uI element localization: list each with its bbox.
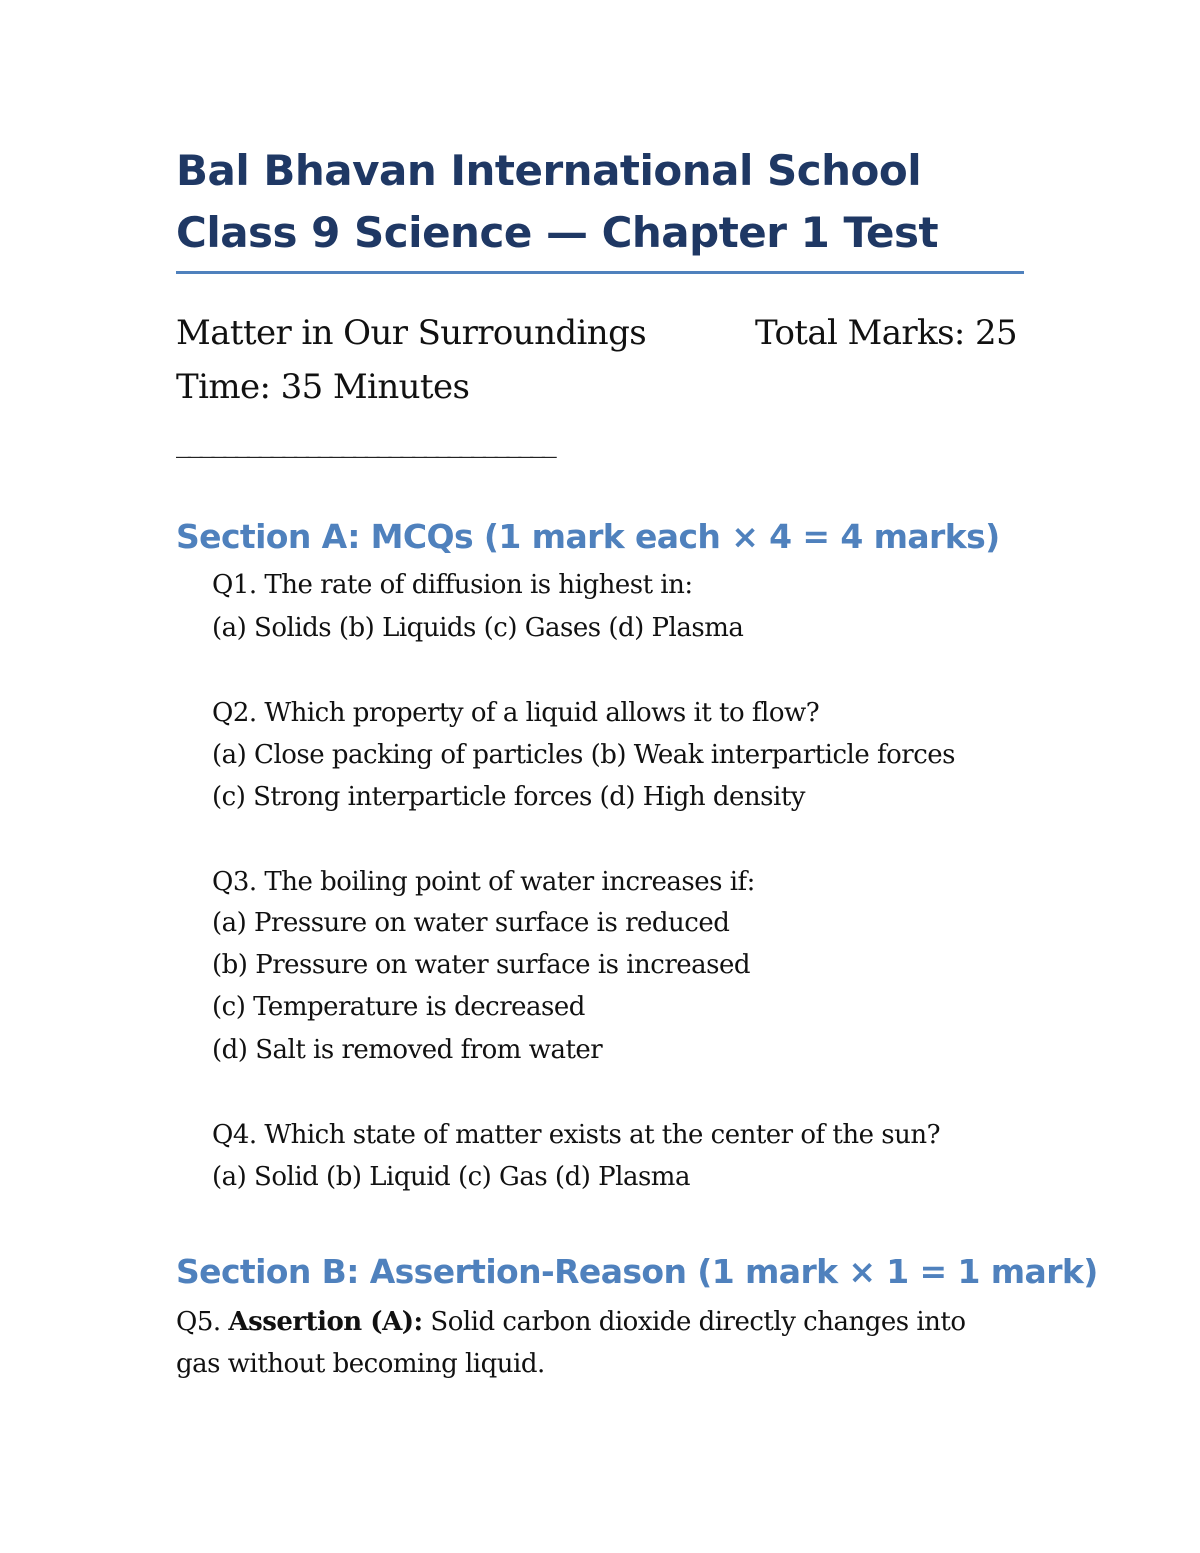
q4-stem: Q4. Which state of matter exists at the center of the sun?	[212, 1120, 941, 1150]
q5-assertion-text: Solid carbon dioxide directly changes into	[422, 1307, 966, 1337]
title-underline	[176, 271, 1024, 274]
q3-option-b: (b) Pressure on water surface is increased	[212, 950, 751, 980]
divider-line: ________________________________	[176, 424, 554, 459]
section-a-heading: Section A: MCQs (1 mark each × 4 = 4 marks)	[176, 517, 1000, 556]
total-marks: Total Marks: 25	[755, 313, 1018, 353]
q5-line1	[176, 1302, 966, 1342]
q5-number: Q5.	[176, 1307, 229, 1337]
q2-options-line1: (a) Close packing of particles (b) Weak interparticle forces	[212, 740, 955, 770]
q1-stem: Q1. The rate of diffusion is highest in:	[212, 570, 693, 600]
q3-option-a: (a) Pressure on water surface is reduced	[212, 908, 730, 938]
test-title: Class 9 Science — Chapter 1 Test	[176, 208, 939, 257]
section-b-heading: Section B: Assertion-Reason (1 mark × 1 = 1 mark)	[176, 1252, 1098, 1291]
school-name: Bal Bhavan International School	[176, 146, 922, 195]
title-block	[176, 140, 1024, 264]
q5-line2: gas without becoming liquid.	[176, 1349, 545, 1379]
q5-assertion-label: Assertion (A):	[228, 1307, 423, 1337]
q3-option-c: (c) Temperature is decreased	[212, 992, 585, 1022]
chapter-name: Matter in Our Surroundings	[176, 313, 647, 353]
q2-options-line2: (c) Strong interparticle forces (d) High density	[212, 782, 805, 812]
q3-option-d: (d) Salt is removed from water	[212, 1035, 603, 1065]
q3-stem: Q3. The boiling point of water increases if:	[212, 867, 755, 897]
q1-options: (a) Solids (b) Liquids (c) Gases (d) Plasma	[212, 613, 744, 643]
q4-options: (a) Solid (b) Liquid (c) Gas (d) Plasma	[212, 1162, 690, 1192]
q2-stem: Q2. Which property of a liquid allows it to flow?	[212, 698, 820, 728]
time-allowed: Time: 35 Minutes	[176, 367, 470, 407]
